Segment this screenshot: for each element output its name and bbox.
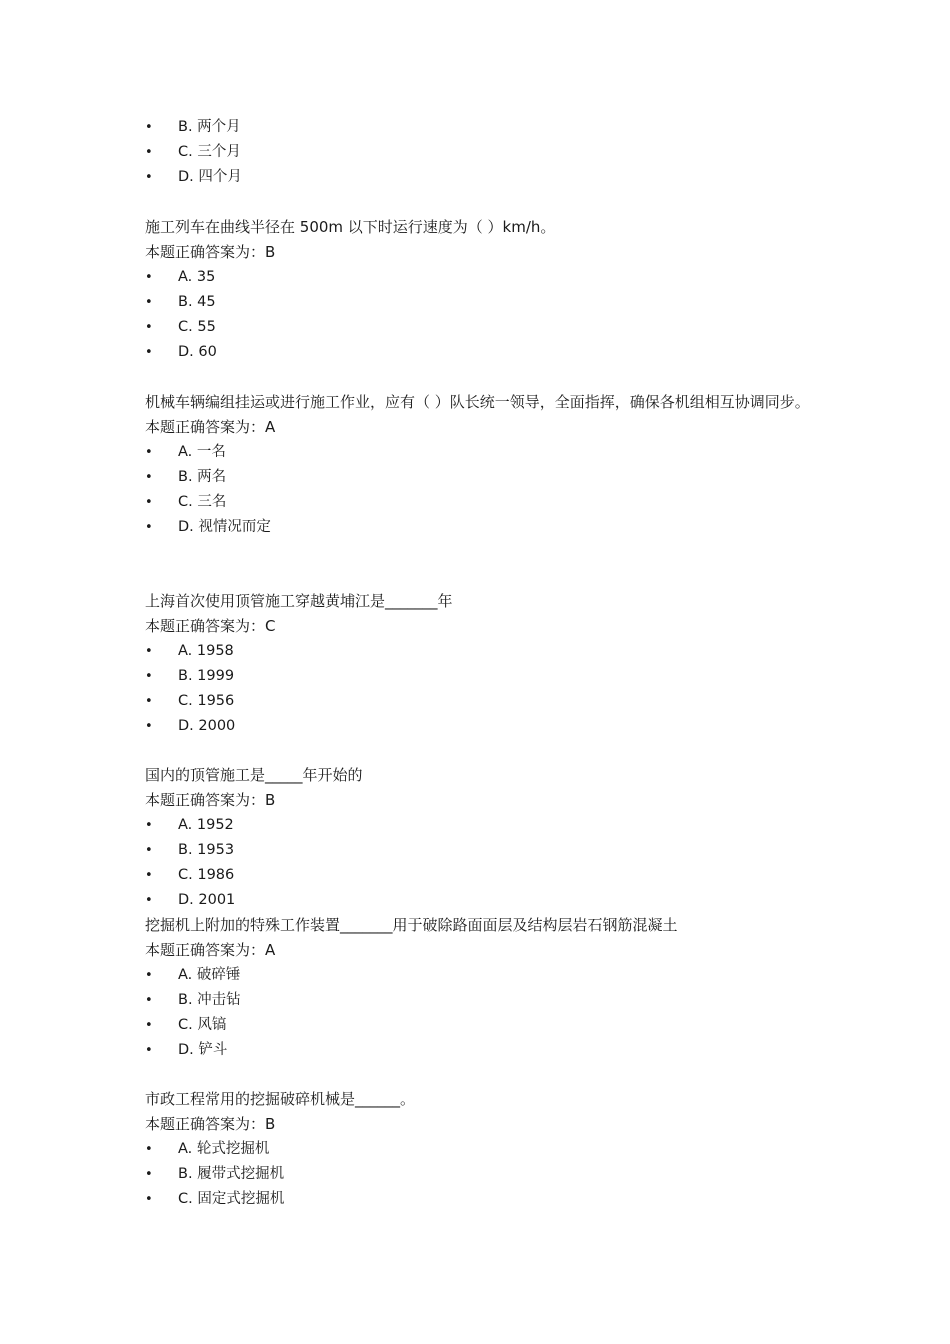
bullet-icon: • (145, 170, 153, 185)
option-item: • D. 四个月 (145, 165, 825, 190)
bullet-icon: • (145, 270, 153, 285)
question-text: 上海首次使用顶管施工穿越黄埔江是_______年 (145, 592, 453, 610)
bullet-icon: • (145, 120, 153, 135)
bullet-icon: • (145, 868, 153, 883)
bullet-icon: • (145, 968, 153, 983)
option-item: • B. 45 (145, 290, 825, 315)
option-item: • C. 固定式挖掘机 (145, 1187, 825, 1212)
option-item: • D. 2000 (145, 714, 825, 739)
bullet-icon: • (145, 818, 153, 833)
bullet-icon: • (145, 145, 153, 160)
option-item: • A. 1952 (145, 813, 825, 838)
bullet-icon: • (145, 1018, 153, 1033)
question-block (145, 115, 825, 190)
question-text: 施工列车在曲线半径在 500m 以下时运行速度为（ ）km/h。 (145, 218, 556, 236)
bullet-icon: • (145, 345, 153, 360)
question-text: 挖掘机上附加的特殊工作装置_______用于破除路面面层及结构层岩石钢筋混凝土 (145, 916, 678, 934)
option-item: • B. 履带式挖掘机 (145, 1162, 825, 1187)
bullet-icon: • (145, 843, 153, 858)
option-item: • A. 1958 (145, 639, 825, 664)
option-item: • D. 铲斗 (145, 1038, 825, 1063)
bullet-icon: • (145, 644, 153, 659)
bullet-icon: • (145, 694, 153, 709)
option-item: • C. 1956 (145, 689, 825, 714)
bullet-icon: • (145, 445, 153, 460)
option-item: • B. 冲击钻 (145, 988, 825, 1013)
option-item: • A. 一名 (145, 440, 825, 465)
bullet-icon: • (145, 1043, 153, 1058)
option-item: • A. 破碎锤 (145, 963, 825, 988)
question-text: 国内的顶管施工是_____年开始的 (145, 766, 363, 784)
bullet-icon: • (145, 719, 153, 734)
question-block (145, 763, 825, 913)
bullet-icon: • (145, 669, 153, 684)
bullet-icon: • (145, 495, 153, 510)
answer-text: 本题正确答案为：B (145, 1115, 276, 1133)
question-block (145, 589, 825, 739)
question-block (145, 390, 825, 540)
option-item: • C. 风镐 (145, 1013, 825, 1038)
option-item: • D. 视情况而定 (145, 515, 825, 540)
answer-text: 本题正确答案为：A (145, 418, 276, 436)
bullet-icon: • (145, 470, 153, 485)
option-item: • B. 1999 (145, 664, 825, 689)
question-block (145, 913, 825, 1063)
option-item: • C. 55 (145, 315, 825, 340)
question-block (145, 215, 825, 365)
option-item: • D. 2001 (145, 888, 825, 913)
option-item: • C. 三个月 (145, 140, 825, 165)
bullet-icon: • (145, 320, 153, 335)
answer-text: 本题正确答案为：B (145, 791, 276, 809)
question-text: 机械车辆编组挂运或进行施工作业，应有（ ）队长统一领导，全面指挥，确保各机组相互协调同步。 (145, 393, 810, 411)
option-item: • A. 轮式挖掘机 (145, 1137, 825, 1162)
answer-text: 本题正确答案为：C (145, 617, 276, 635)
option-item: • C. 1986 (145, 863, 825, 888)
bullet-icon: • (145, 993, 153, 1008)
answer-text: 本题正确答案为：B (145, 243, 276, 261)
bullet-icon: • (145, 1167, 153, 1182)
option-item: • C. 三名 (145, 490, 825, 515)
option-item: • A. 35 (145, 265, 825, 290)
bullet-icon: • (145, 1142, 153, 1157)
question-text: 市政工程常用的挖掘破碎机械是______。 (145, 1090, 416, 1108)
bullet-icon: • (145, 295, 153, 310)
question-block (145, 1087, 825, 1212)
bullet-icon: • (145, 1192, 153, 1207)
option-item: • B. 两个月 (145, 115, 825, 140)
bullet-icon: • (145, 520, 153, 535)
bullet-icon: • (145, 893, 153, 908)
option-item: • D. 60 (145, 340, 825, 365)
option-item: • B. 1953 (145, 838, 825, 863)
option-item: • B. 两名 (145, 465, 825, 490)
answer-text: 本题正确答案为：A (145, 941, 276, 959)
